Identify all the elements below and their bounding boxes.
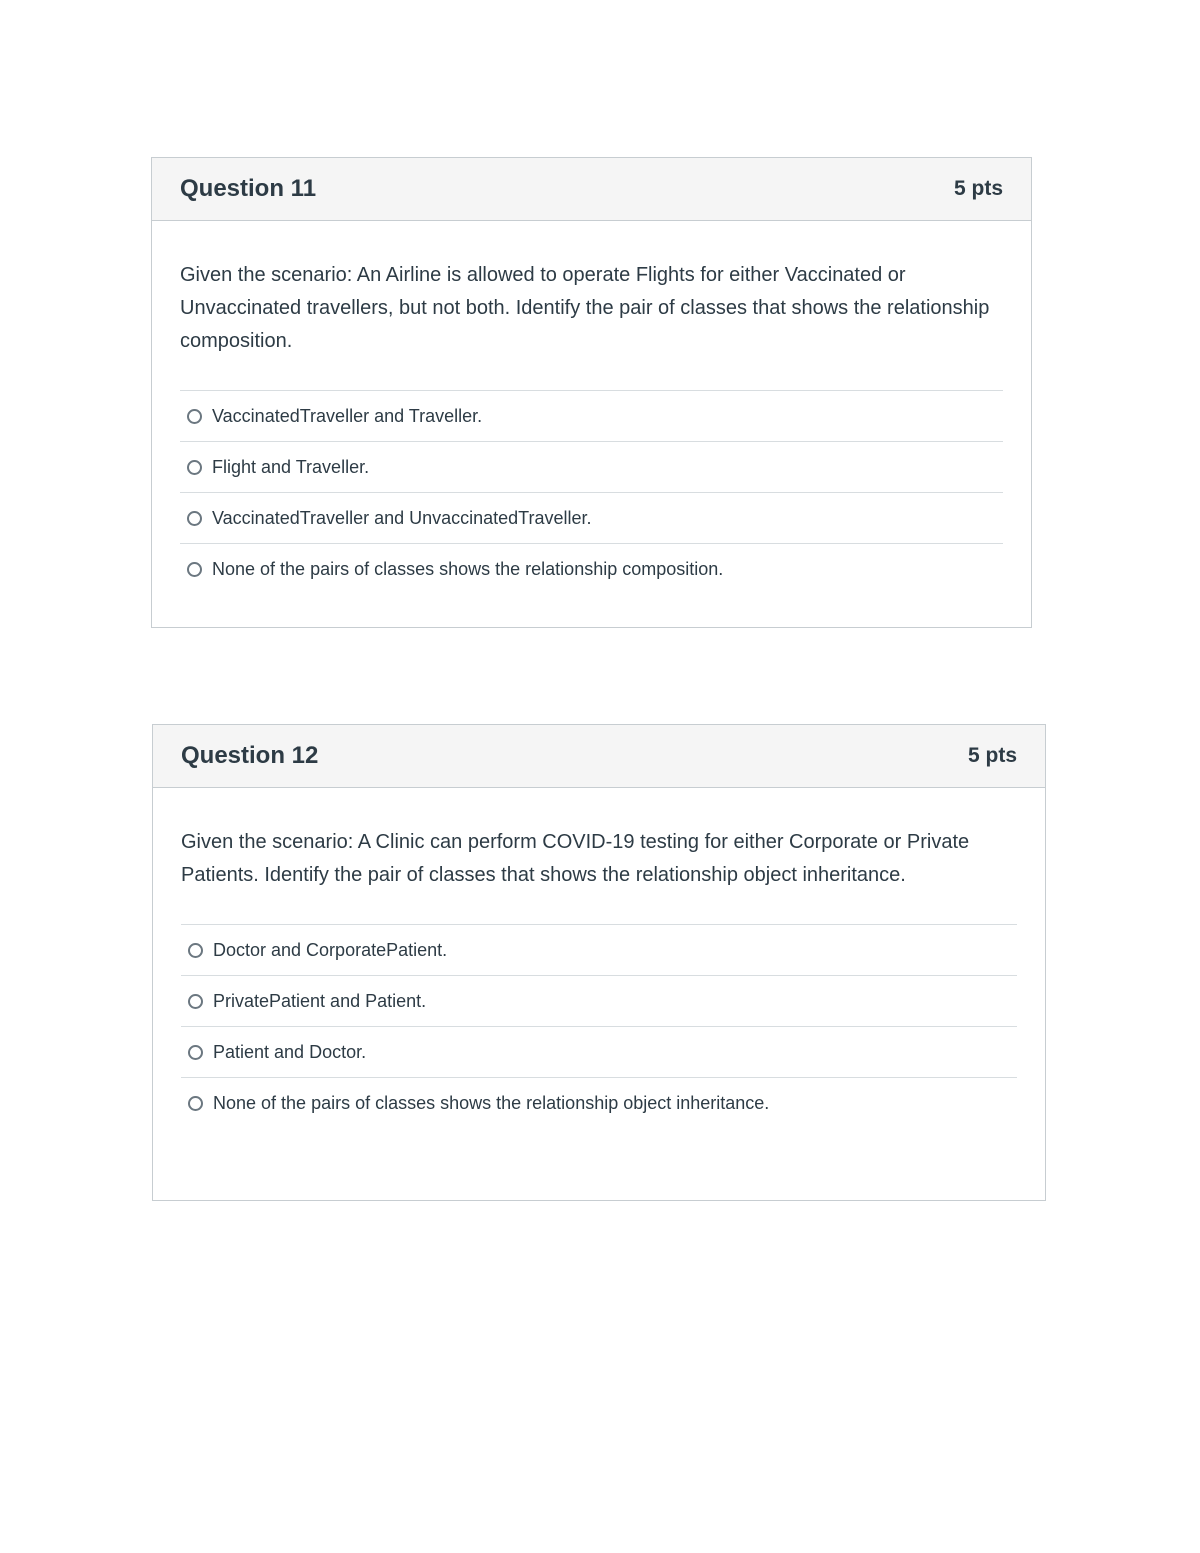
answer-option[interactable] bbox=[181, 925, 1017, 976]
radio-button[interactable] bbox=[187, 511, 202, 526]
answer-label[interactable]: Doctor and CorporatePatient. bbox=[213, 939, 448, 960]
answer-list bbox=[180, 390, 1003, 595]
answer-option[interactable] bbox=[181, 1078, 1017, 1129]
answer-list bbox=[181, 924, 1017, 1129]
answer-label[interactable]: VaccinatedTraveller and UnvaccinatedTraveller. bbox=[212, 507, 592, 528]
radio-button[interactable] bbox=[187, 460, 202, 475]
question-points: 5 pts bbox=[967, 744, 1017, 767]
question-points: 5 pts bbox=[953, 177, 1003, 200]
question-card-12 bbox=[152, 724, 1046, 1201]
question-card-11 bbox=[151, 157, 1032, 628]
answer-label[interactable]: None of the pairs of classes shows the relationship composition. bbox=[212, 559, 724, 579]
question-header bbox=[153, 725, 1045, 788]
radio-button[interactable] bbox=[187, 409, 202, 424]
answer-option[interactable] bbox=[180, 391, 1003, 442]
answer-option[interactable] bbox=[180, 442, 1003, 493]
question-header bbox=[152, 158, 1031, 221]
answer-label[interactable]: None of the pairs of classes shows the relationship object inheritance. bbox=[213, 1093, 770, 1113]
radio-button[interactable] bbox=[188, 943, 203, 958]
question-text: Given the scenario: A Clinic can perform COVID-19 testing for either Corporate or Private Patients. Identify the pair of classes that shows the relationship object inheritance. bbox=[181, 831, 970, 886]
question-title: Question 11 bbox=[180, 175, 317, 202]
question-body bbox=[152, 221, 1031, 595]
question-title: Question 12 bbox=[181, 742, 319, 769]
answer-label[interactable]: Patient and Doctor. bbox=[213, 1041, 367, 1062]
answer-label[interactable]: VaccinatedTraveller and Traveller. bbox=[212, 405, 483, 426]
answer-option[interactable] bbox=[180, 493, 1003, 544]
radio-button[interactable] bbox=[187, 562, 202, 577]
answer-option[interactable] bbox=[181, 1027, 1017, 1078]
radio-button[interactable] bbox=[188, 994, 203, 1009]
radio-button[interactable] bbox=[188, 1096, 203, 1111]
radio-button[interactable] bbox=[188, 1045, 203, 1060]
answer-option[interactable] bbox=[180, 544, 1003, 595]
answer-option[interactable] bbox=[181, 976, 1017, 1027]
question-body bbox=[153, 788, 1045, 1129]
answer-label[interactable]: Flight and Traveller. bbox=[212, 456, 370, 477]
answer-label[interactable]: PrivatePatient and Patient. bbox=[213, 990, 427, 1011]
question-text: Given the scenario: An Airline is allowed to operate Flights for either Vaccinated or Unvaccinated travellers, but not both. Identify the pair of classes that shows the relationship composition. bbox=[180, 264, 990, 352]
